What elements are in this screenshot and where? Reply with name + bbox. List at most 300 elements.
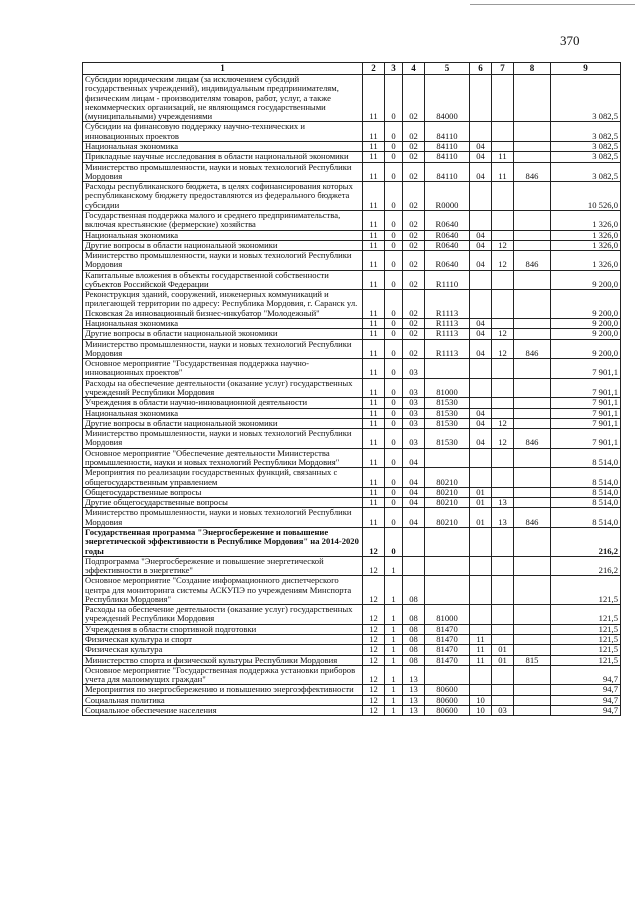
subsection-code: 01: [492, 655, 514, 665]
subprogram-code: 1: [385, 685, 403, 695]
expense-code: 80600: [425, 695, 470, 705]
section-code: [470, 270, 492, 290]
row-description: Физическая культура и спорт: [83, 635, 363, 645]
program-code: 11: [363, 487, 385, 497]
expense-code: 81470: [425, 635, 470, 645]
row-description: Министерство промышленности, науки и новых технологий Республики Мордовия: [83, 339, 363, 359]
row-description: Общегосударственные вопросы: [83, 487, 363, 497]
ministry-code: 846: [514, 251, 551, 271]
row-description: Основное мероприятие "Государственная поддержка научно-инновационных проектов": [83, 359, 363, 379]
amount-value: 7 901,1: [551, 398, 621, 408]
row-description: Капитальные вложения в объекты государственной собственности субъектов Российской Федерации: [83, 270, 363, 290]
ministry-code: [514, 605, 551, 625]
amount-value: 9 200,0: [551, 290, 621, 319]
amount-value: 9 200,0: [551, 319, 621, 329]
column-header: 6: [470, 63, 492, 75]
column-header: 8: [514, 63, 551, 75]
table-row: [83, 498, 621, 508]
program-code: 11: [363, 408, 385, 418]
section-code: [470, 398, 492, 408]
row-description: Государственная поддержка малого и среднего предпринимательства, включая крестьянские (фермерские) хозяйства: [83, 210, 363, 230]
program-code: 11: [363, 270, 385, 290]
row-description: Национальная экономика: [83, 319, 363, 329]
subprogram-code: 0: [385, 210, 403, 230]
expense-code: R1110: [425, 270, 470, 290]
activity-code: 04: [403, 448, 425, 468]
table-row: [83, 695, 621, 705]
subsection-code: 03: [492, 706, 514, 716]
expense-code: 81470: [425, 655, 470, 665]
program-code: 11: [363, 182, 385, 211]
amount-value: 3 082,5: [551, 122, 621, 142]
expense-code: 81530: [425, 408, 470, 418]
subprogram-code: 0: [385, 398, 403, 408]
subsection-code: [492, 398, 514, 408]
subprogram-code: 0: [385, 418, 403, 428]
subprogram-code: 0: [385, 487, 403, 497]
ministry-code: [514, 408, 551, 418]
row-description: Основное мероприятие "Создание информационного диспетчерского центра для мониторинга системы АСКУПЭ по учреждениям Минспорта Республики Мордовия": [83, 576, 363, 605]
program-code: 12: [363, 645, 385, 655]
subsection-code: 12: [492, 240, 514, 250]
subprogram-code: 0: [385, 162, 403, 182]
subsection-code: [492, 527, 514, 556]
activity-code: 08: [403, 576, 425, 605]
amount-value: 7 901,1: [551, 418, 621, 428]
section-code: 11: [470, 655, 492, 665]
row-description: Министерство промышленности, науки и новых технологий Республики Мордовия: [83, 251, 363, 271]
expense-code: R1113: [425, 329, 470, 339]
row-description: Физическая культура: [83, 645, 363, 655]
activity-code: 13: [403, 695, 425, 705]
table-row: [83, 408, 621, 418]
activity-code: 02: [403, 75, 425, 122]
row-description: Национальная экономика: [83, 230, 363, 240]
amount-value: 121,5: [551, 635, 621, 645]
subsection-code: [492, 576, 514, 605]
amount-value: 8 514,0: [551, 468, 621, 488]
ministry-code: [514, 665, 551, 685]
subsection-code: 12: [492, 429, 514, 449]
program-code: 11: [363, 75, 385, 122]
subsection-code: 13: [492, 498, 514, 508]
subsection-code: 12: [492, 329, 514, 339]
scan-edge-line: [470, 4, 635, 5]
section-code: [470, 527, 492, 556]
expense-code: [425, 448, 470, 468]
subsection-code: [492, 448, 514, 468]
activity-code: 04: [403, 468, 425, 488]
subprogram-code: 0: [385, 408, 403, 418]
section-code: [470, 75, 492, 122]
table-row: [83, 75, 621, 122]
subsection-code: [492, 624, 514, 634]
amount-value: 9 200,0: [551, 270, 621, 290]
subsection-code: [492, 695, 514, 705]
ministry-code: [514, 75, 551, 122]
section-code: 04: [470, 230, 492, 240]
subsection-code: [492, 685, 514, 695]
section-code: 04: [470, 339, 492, 359]
row-description: Расходы на обеспечение деятельности (оказание услуг) государственных учреждений Республики Мордовия: [83, 378, 363, 398]
table-row: [83, 398, 621, 408]
ministry-code: 846: [514, 429, 551, 449]
section-code: 11: [470, 635, 492, 645]
subprogram-code: 0: [385, 429, 403, 449]
table-row: [83, 230, 621, 240]
ministry-code: 846: [514, 508, 551, 528]
page-number: 370: [560, 33, 580, 48]
subprogram-code: 0: [385, 508, 403, 528]
program-code: 11: [363, 398, 385, 408]
row-description: Государственная программа "Энергосбережение и повышение энергетической эффективности в Республике Мордовия" на 2014-2020 годы: [83, 527, 363, 556]
table-row: [83, 685, 621, 695]
program-code: 11: [363, 230, 385, 240]
activity-code: 02: [403, 230, 425, 240]
activity-code: 04: [403, 508, 425, 528]
expense-code: R0640: [425, 251, 470, 271]
expense-code: 84110: [425, 122, 470, 142]
ministry-code: [514, 122, 551, 142]
subsection-code: [492, 75, 514, 122]
program-code: 11: [363, 162, 385, 182]
program-code: 11: [363, 448, 385, 468]
column-header: 9: [551, 63, 621, 75]
table-row: [83, 359, 621, 379]
row-description: Подпрограмма "Энергосбережение и повышение энергетической эффективности в энергетике": [83, 556, 363, 576]
row-description: Мероприятия по реализации государственных функций, связанных с общегосударственным управлением: [83, 468, 363, 488]
subsection-code: 11: [492, 152, 514, 162]
row-description: Основное мероприятие "Государственная поддержка установки приборов учета для малоимущих граждан": [83, 665, 363, 685]
amount-value: 121,5: [551, 655, 621, 665]
ministry-code: [514, 527, 551, 556]
ministry-code: [514, 240, 551, 250]
subsection-code: [492, 468, 514, 488]
table-row: [83, 329, 621, 339]
ministry-code: [514, 695, 551, 705]
row-description: Учреждения в области научно-инновационной деятельности: [83, 398, 363, 408]
subsection-code: 12: [492, 339, 514, 359]
subsection-code: [492, 122, 514, 142]
subprogram-code: 1: [385, 605, 403, 625]
subprogram-code: 0: [385, 270, 403, 290]
amount-value: 7 901,1: [551, 408, 621, 418]
column-header: 7: [492, 63, 514, 75]
activity-code: 02: [403, 152, 425, 162]
table-row: [83, 141, 621, 151]
program-code: 12: [363, 635, 385, 645]
subprogram-code: 0: [385, 468, 403, 488]
ministry-code: [514, 359, 551, 379]
expense-code: 80600: [425, 685, 470, 695]
activity-code: 02: [403, 182, 425, 211]
section-code: 04: [470, 418, 492, 428]
expense-code: 84000: [425, 75, 470, 122]
program-code: 11: [363, 319, 385, 329]
section-code: [470, 468, 492, 488]
subprogram-code: 0: [385, 329, 403, 339]
table-row: [83, 270, 621, 290]
row-description: Субсидии юридическим лицам (за исключением субсидий государственных учреждений), индивидуальным предпринимателям, физическим лицам - производителям товаров, работ, услуг, а также некоммерческих организаций, не являющимся государственными (муниципальными) учреждениями: [83, 75, 363, 122]
expense-code: [425, 556, 470, 576]
amount-value: 8 514,0: [551, 487, 621, 497]
section-code: [470, 556, 492, 576]
row-description: Прикладные научные исследования в области национальной экономики: [83, 152, 363, 162]
column-header: 5: [425, 63, 470, 75]
subprogram-code: 0: [385, 122, 403, 142]
amount-value: 94,7: [551, 695, 621, 705]
amount-value: 121,5: [551, 645, 621, 655]
ministry-code: [514, 556, 551, 576]
amount-value: 1 326,0: [551, 230, 621, 240]
section-code: [470, 665, 492, 685]
program-code: 12: [363, 706, 385, 716]
amount-value: 94,7: [551, 685, 621, 695]
program-code: 11: [363, 152, 385, 162]
row-description: Министерство промышленности, науки и новых технологий Республики Мордовия: [83, 508, 363, 528]
subsection-code: 11: [492, 162, 514, 182]
section-code: 04: [470, 240, 492, 250]
subprogram-code: 1: [385, 706, 403, 716]
subprogram-code: 0: [385, 339, 403, 359]
budget-table: [82, 62, 621, 716]
section-code: 04: [470, 319, 492, 329]
subprogram-code: 1: [385, 655, 403, 665]
row-description: Основное мероприятие "Обеспечение деятельности Министерства промышленности, науки и новых технологий Республики Мордовия": [83, 448, 363, 468]
expense-code: [425, 527, 470, 556]
row-description: Социальная политика: [83, 695, 363, 705]
subprogram-code: 1: [385, 645, 403, 655]
expense-code: R1113: [425, 319, 470, 329]
activity-code: 04: [403, 487, 425, 497]
row-description: Расходы на обеспечение деятельности (оказание услуг) государственных учреждений Республики Мордовия: [83, 605, 363, 625]
ministry-code: [514, 498, 551, 508]
subsection-code: [492, 319, 514, 329]
program-code: 12: [363, 527, 385, 556]
subsection-code: [492, 605, 514, 625]
ministry-code: [514, 635, 551, 645]
program-code: 11: [363, 122, 385, 142]
row-description: Социальное обеспечение населения: [83, 706, 363, 716]
activity-code: 02: [403, 162, 425, 182]
activity-code: 02: [403, 122, 425, 142]
table-row: [83, 635, 621, 645]
section-code: [470, 605, 492, 625]
subprogram-code: 0: [385, 240, 403, 250]
table-row: [83, 556, 621, 576]
section-code: 01: [470, 487, 492, 497]
expense-code: R0000: [425, 182, 470, 211]
section-code: [470, 576, 492, 605]
activity-code: 02: [403, 329, 425, 339]
ministry-code: [514, 448, 551, 468]
subsection-code: 13: [492, 508, 514, 528]
table-header-row: [83, 63, 621, 75]
program-code: 11: [363, 418, 385, 428]
table-row: [83, 624, 621, 634]
column-header: 2: [363, 63, 385, 75]
subprogram-code: 0: [385, 152, 403, 162]
ministry-code: [514, 576, 551, 605]
ministry-code: [514, 210, 551, 230]
amount-value: 121,5: [551, 624, 621, 634]
expense-code: 80210: [425, 468, 470, 488]
amount-value: 8 514,0: [551, 508, 621, 528]
activity-code: 03: [403, 408, 425, 418]
table-row: [83, 418, 621, 428]
program-code: 11: [363, 429, 385, 449]
section-code: [470, 624, 492, 634]
expense-code: 81470: [425, 624, 470, 634]
subsection-code: [492, 141, 514, 151]
ministry-code: [514, 152, 551, 162]
program-code: 12: [363, 665, 385, 685]
subprogram-code: 0: [385, 378, 403, 398]
amount-value: 3 082,5: [551, 152, 621, 162]
ministry-code: 846: [514, 339, 551, 359]
subprogram-code: 0: [385, 498, 403, 508]
amount-value: 121,5: [551, 576, 621, 605]
activity-code: 02: [403, 290, 425, 319]
table-row: [83, 290, 621, 319]
expense-code: 81530: [425, 398, 470, 408]
table-row: [83, 605, 621, 625]
activity-code: 08: [403, 635, 425, 645]
table-row: [83, 429, 621, 449]
amount-value: 1 326,0: [551, 251, 621, 271]
subprogram-code: 0: [385, 182, 403, 211]
program-code: 11: [363, 468, 385, 488]
amount-value: 8 514,0: [551, 448, 621, 468]
expense-code: 81530: [425, 429, 470, 449]
ministry-code: [514, 319, 551, 329]
subprogram-code: 0: [385, 230, 403, 240]
row-description: Расходы республиканского бюджета, в целях софинансирования которых республиканскому бюджету предоставляются из федерального бюджета субсидии: [83, 182, 363, 211]
subsection-code: [492, 270, 514, 290]
program-code: 11: [363, 251, 385, 271]
section-code: 04: [470, 152, 492, 162]
section-code: 01: [470, 498, 492, 508]
expense-code: 80210: [425, 498, 470, 508]
program-code: 11: [363, 329, 385, 339]
section-code: [470, 122, 492, 142]
activity-code: [403, 527, 425, 556]
expense-code: 81000: [425, 605, 470, 625]
row-description: Министерство спорта и физической культуры Республики Мордовия: [83, 655, 363, 665]
table-row: [83, 162, 621, 182]
activity-code: 03: [403, 418, 425, 428]
ministry-code: [514, 378, 551, 398]
subprogram-code: 0: [385, 75, 403, 122]
activity-code: 03: [403, 378, 425, 398]
expense-code: 80210: [425, 487, 470, 497]
ministry-code: [514, 706, 551, 716]
ministry-code: 846: [514, 162, 551, 182]
amount-value: 216,2: [551, 527, 621, 556]
subprogram-code: 0: [385, 359, 403, 379]
table-row: [83, 210, 621, 230]
section-code: [470, 448, 492, 468]
program-code: 12: [363, 576, 385, 605]
subsection-code: [492, 665, 514, 685]
table-row: [83, 487, 621, 497]
subprogram-code: 1: [385, 665, 403, 685]
activity-code: 02: [403, 319, 425, 329]
activity-code: 13: [403, 665, 425, 685]
expense-code: 84110: [425, 162, 470, 182]
table-row: [83, 182, 621, 211]
ministry-code: [514, 398, 551, 408]
subprogram-code: 1: [385, 556, 403, 576]
amount-value: 9 200,0: [551, 339, 621, 359]
section-code: 01: [470, 508, 492, 528]
ministry-code: [514, 487, 551, 497]
subsection-code: [492, 182, 514, 211]
table-row: [83, 655, 621, 665]
activity-code: 08: [403, 655, 425, 665]
subsection-code: [492, 408, 514, 418]
subsection-code: 12: [492, 418, 514, 428]
row-description: Национальная экономика: [83, 408, 363, 418]
section-code: [470, 378, 492, 398]
activity-code: 04: [403, 498, 425, 508]
activity-code: 13: [403, 685, 425, 695]
ministry-code: [514, 685, 551, 695]
section-code: [470, 290, 492, 319]
program-code: 11: [363, 508, 385, 528]
table-row: [83, 240, 621, 250]
program-code: 11: [363, 359, 385, 379]
table-row: [83, 339, 621, 359]
program-code: 11: [363, 240, 385, 250]
row-description: Учреждения в области спортивной подготовки: [83, 624, 363, 634]
table-row: [83, 152, 621, 162]
activity-code: 02: [403, 270, 425, 290]
program-code: 12: [363, 556, 385, 576]
subsection-code: [492, 210, 514, 230]
activity-code: 08: [403, 645, 425, 655]
section-code: [470, 182, 492, 211]
subsection-code: [492, 290, 514, 319]
row-description: Другие вопросы в области национальной экономики: [83, 240, 363, 250]
section-code: 10: [470, 695, 492, 705]
table-body: [83, 75, 621, 716]
subprogram-code: 0: [385, 251, 403, 271]
table-row: [83, 251, 621, 271]
row-description: Мероприятия по энергосбережению и повышению энергоэффективности: [83, 685, 363, 695]
expense-code: 81470: [425, 645, 470, 655]
activity-code: 13: [403, 706, 425, 716]
expense-code: 81530: [425, 418, 470, 428]
table-row: [83, 448, 621, 468]
subprogram-code: 1: [385, 576, 403, 605]
program-code: 12: [363, 695, 385, 705]
ministry-code: [514, 141, 551, 151]
activity-code: 03: [403, 359, 425, 379]
ministry-code: [514, 290, 551, 319]
table-row: [83, 527, 621, 556]
subsection-code: 01: [492, 645, 514, 655]
activity-code: 03: [403, 398, 425, 408]
section-code: 10: [470, 706, 492, 716]
table-row: [83, 122, 621, 142]
program-code: 12: [363, 685, 385, 695]
program-code: 11: [363, 290, 385, 319]
row-description: Министерство промышленности, науки и новых технологий Республики Мордовия: [83, 429, 363, 449]
expense-code: 80210: [425, 508, 470, 528]
section-code: 04: [470, 162, 492, 182]
subsection-code: [492, 635, 514, 645]
